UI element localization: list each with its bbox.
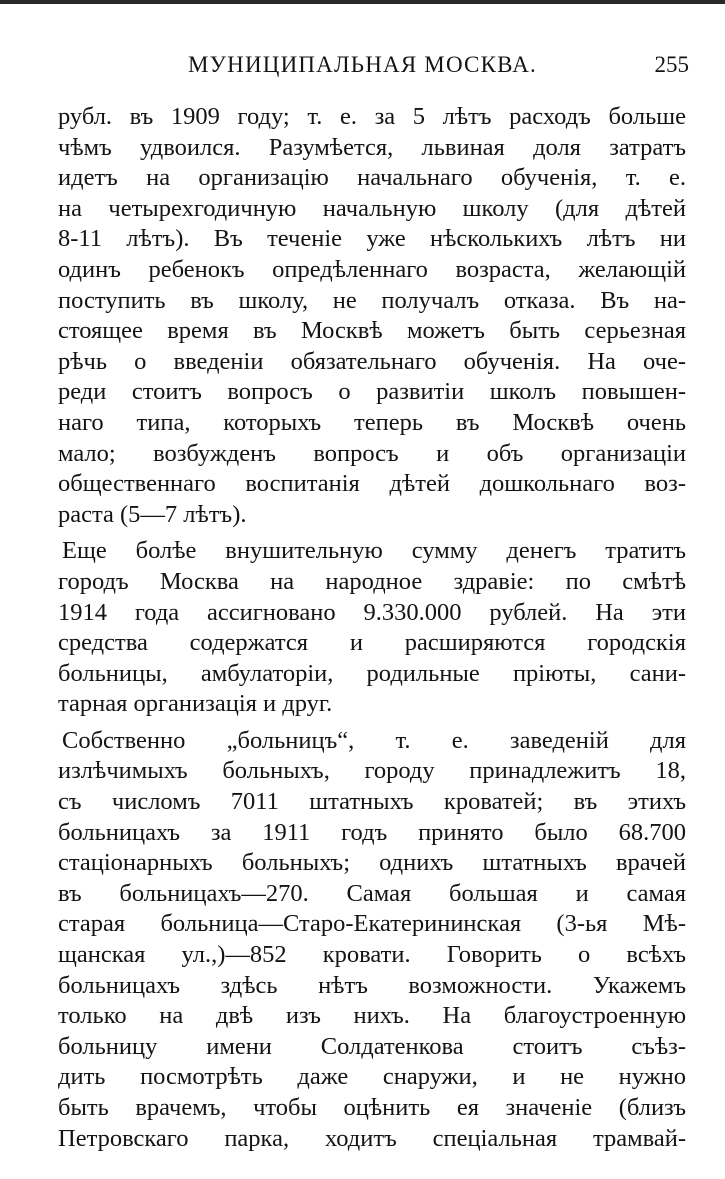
text-line: щанская ул.,)—852 кровати. Говорить о всѣхъ: [58, 941, 686, 969]
running-title: МУНИЦИПАЛЬНАЯ МОСКВА.: [188, 52, 537, 77]
text-line: въ больницахъ—270. Самая большая и самая: [58, 879, 686, 907]
text-line: общественнаго воспитанія дѣтей дошкольнаго воз-: [58, 470, 686, 498]
text-line: стоящее время въ Москвѣ можетъ быть серьезная: [58, 317, 686, 345]
text-line: рѣчь о введеніи обязательнаго обученія. На оче-: [58, 347, 686, 375]
text-line: 8-11 лѣтъ). Въ теченіе уже нѣсколькихъ лѣтъ ни: [58, 225, 686, 253]
text-line: раста (5—7 лѣтъ).: [58, 500, 247, 528]
paragraph-1: [58, 102, 686, 530]
text-line: быть врачемъ, чтобы оцѣнить ея значеніе (близъ: [58, 1094, 686, 1121]
text-line: чѣмъ удвоился. Разумѣется, львиная доля затратъ: [58, 133, 686, 161]
paragraph-2: [58, 536, 686, 720]
text-line: больницахъ за 1911 годъ принято было 68.700: [58, 818, 686, 846]
top-edge-rule: [0, 0, 725, 4]
page-header: [60, 52, 689, 86]
body-text: [58, 102, 686, 1160]
text-line: съ числомъ 7011 штатныхъ кроватей; въ этихъ: [58, 788, 686, 816]
text-line: идетъ на организацію начальнаго обученія, т. е.: [58, 164, 686, 192]
paragraph-3: [58, 726, 686, 1154]
text-line: больницу имени Солдатенкова стоитъ съѣз-: [58, 1032, 686, 1060]
text-line: Собственно „больницъ“, т. е. заведеній для: [62, 726, 686, 754]
text-line: одинъ ребенокъ опредѣленнаго возраста, желающій: [58, 255, 686, 283]
text-line: больницахъ здѣсь нѣтъ возможности. Укажемъ: [58, 971, 686, 999]
text-line: поступить въ школу, не получалъ отказа. Въ на-: [58, 286, 686, 314]
text-line: дить посмотрѣть даже снаружи, и не нужно: [58, 1063, 686, 1091]
text-line: больницы, амбулаторіи, родильные пріюты, сани-: [58, 659, 686, 687]
text-line: Петровскаго парка, ходитъ спеціальная трамвай-: [58, 1124, 686, 1152]
text-line: реди стоитъ вопросъ о развитіи школъ повышен-: [58, 378, 686, 406]
text-line: рубл. въ 1909 году; т. е. за 5 лѣтъ расходъ больше: [58, 103, 686, 130]
text-line: тарная организація и друг.: [58, 690, 333, 718]
text-line: 1914 года ассигновано 9.330.000 рублей. На эти: [58, 598, 686, 626]
text-line: на четырехгодичную начальную школу (для дѣтей: [58, 194, 686, 222]
text-line: средства содержатся и расширяются городскія: [58, 629, 686, 657]
page-number: 255: [654, 52, 689, 77]
text-line: старая больница—Старо-Екатерининская (3-ья Мѣ-: [58, 910, 686, 938]
text-line: мало; возбужденъ вопросъ и объ организаціи: [58, 439, 686, 467]
text-line: городъ Москва на народное здравіе: по смѣтѣ: [58, 567, 686, 595]
text-line: излѣчимыхъ больныхъ, городу принадлежитъ 18,: [58, 757, 686, 785]
text-line: Еще болѣе внушительную сумму денегъ тратитъ: [62, 537, 686, 565]
text-line: наго типа, которыхъ теперь въ Москвѣ очень: [58, 408, 686, 436]
text-line: стаціонарныхъ больныхъ; однихъ штатныхъ врачей: [58, 849, 686, 877]
text-line: только на двѣ изъ нихъ. На благоустроенную: [58, 1002, 686, 1030]
